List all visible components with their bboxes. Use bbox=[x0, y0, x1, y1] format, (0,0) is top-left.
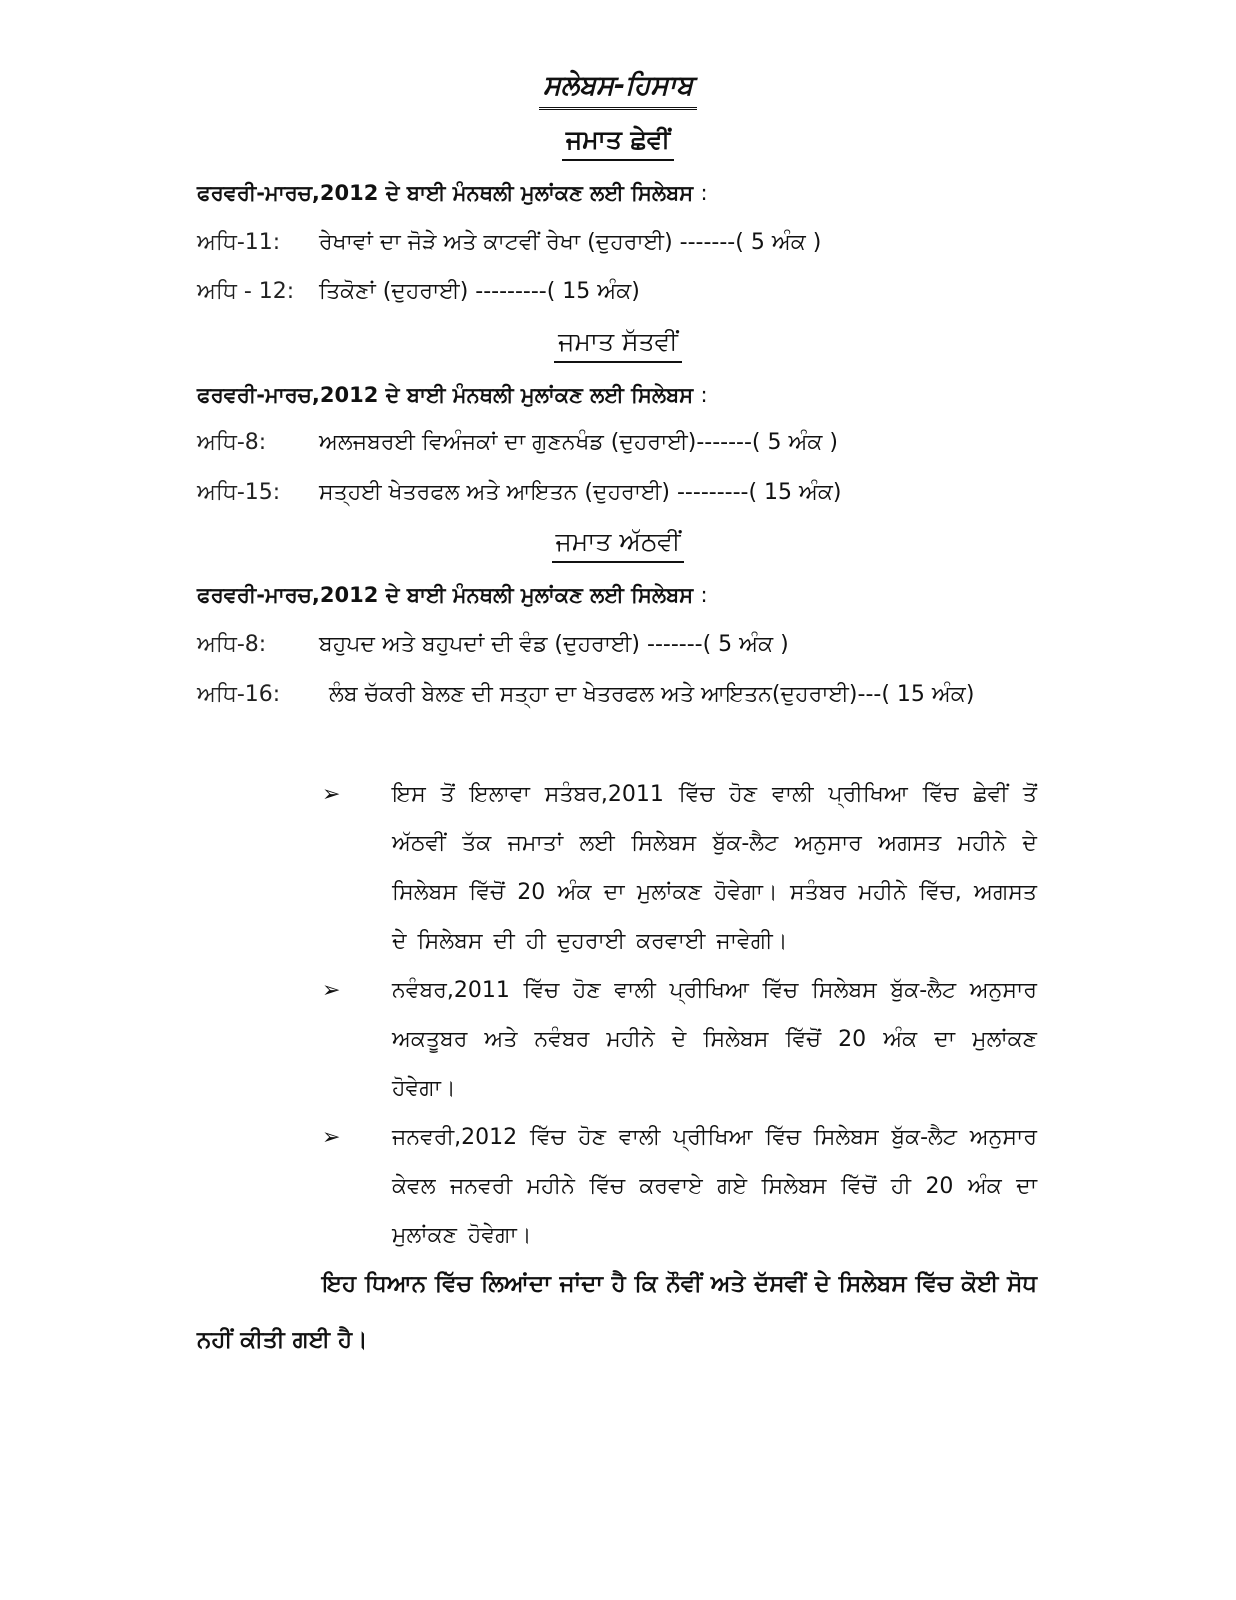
syllabus-item bbox=[197, 277, 1037, 307]
section-heading-class-7: ਜਮਾਤ ਸੱਤਵੀਂ bbox=[0, 327, 1236, 363]
section-intro-class-8: ਫਰਵਰੀ-ਮਾਰਚ,2012 ਦੇ ਬਾਈ ਮੰਨਥਲੀ ਮੁਲਾਂਕਣ ਲਈ ਸਿਲੇਬਸ : bbox=[197, 583, 708, 607]
section-heading-class-8: ਜਮਾਤ ਅੱਠਵੀਂ bbox=[0, 527, 1236, 563]
bullet-text: ਨਵੰਬਰ,2011 ਵਿੱਚ ਹੋਣ ਵਾਲੀ ਪ੍ਰੀਖਿਆ ਵਿੱਚ ਸਿਲੇਬਸ ਬੁੱਕ-ਲੈਟ ਅਨੁਸਾਰ ਅਕਤੂਬਰ ਅਤੇ ਨਵੰਬਰ ਮਹੀਨੇ ਦੇ ਸਿਲੇਬਸ ਵਿੱਚੋਂ 20 ਅੰਕ ਦਾ ਮੁਲਾਂਕਣ ਹੋਵੇਗਾ। bbox=[392, 978, 1037, 1101]
syllabus-item bbox=[197, 428, 1037, 458]
arrow-bullet-icon: ➢ bbox=[322, 978, 341, 1003]
chapter-label: ਅਧਿ-11: bbox=[197, 230, 281, 255]
chapter-text: ਅਲਜਬਰਈ ਵਿਅੰਜਕਾਂ ਦਾ ਗੁਣਨਖੰਡ (ਦੁਹਰਾਈ)-------( 5 ਅੰਕ ) bbox=[319, 430, 838, 455]
closing-note: ਇਹ ਧਿਆਨ ਵਿੱਚ ਲਿਆਂਦਾ ਜਾਂਦਾ ਹੈ ਕਿ ਨੌਵੀਂ ਅਤੇ ਦੱਸਵੀਂ ਦੇ ਸਿਲੇਬਸ ਵਿੱਚ ਕੋਈ ਸੋਧ ਨਹੀਂ ਕੀਤੀ ਗਈ ਹੈ। bbox=[197, 1271, 1037, 1353]
syllabus-item bbox=[197, 478, 1037, 508]
syllabus-item bbox=[197, 630, 1037, 660]
chapter-text: ਸਤ੍ਹਈ ਖੇਤਰਫਲ ਅਤੇ ਆਇਤਨ (ਦੁਹਰਾਈ) ---------( 15 ਅੰਕ) bbox=[319, 480, 842, 505]
section-intro-class-6: ਫਰਵਰੀ-ਮਾਰਚ,2012 ਦੇ ਬਾਈ ਮੰਨਥਲੀ ਮੁਲਾਂਕਣ ਲਈ ਸਿਲੇਬਸ : bbox=[197, 181, 708, 205]
chapter-text: ਰੇਖਾਵਾਂ ਦਾ ਜੋੜੇ ਅਤੇ ਕਾਟਵੀਂ ਰੇਖਾ (ਦੁਹਰਾਈ) -------( 5 ਅੰਕ ) bbox=[319, 230, 822, 255]
chapter-label: ਅਧਿ - 12: bbox=[197, 279, 295, 304]
syllabus-item bbox=[197, 228, 1037, 258]
bullet-text: ਜਨਵਰੀ,2012 ਵਿੱਚ ਹੋਣ ਵਾਲੀ ਪ੍ਰੀਖਿਆ ਵਿੱਚ ਸਿਲੇਬਸ ਬੁੱਕ-ਲੈਟ ਅਨੁਸਾਰ ਕੇਵਲ ਜਨਵਰੀ ਮਹੀਨੇ ਵਿੱਚ ਕਰਵਾਏ ਗਏ ਸਿਲੇਬਸ ਵਿੱਚੋਂ ਹੀ 20 ਅੰਕ ਦਾ ਮੁਲਾਂਕਣ ਹੋਵੇਗਾ। bbox=[392, 1125, 1037, 1248]
chapter-label: ਅਧਿ-15: bbox=[197, 480, 281, 505]
document-title bbox=[0, 70, 1236, 110]
arrow-bullet-icon: ➢ bbox=[322, 782, 341, 807]
chapter-label: ਅਧਿ-16: bbox=[197, 682, 281, 707]
chapter-label: ਅਧਿ-8: bbox=[197, 430, 267, 455]
chapter-text: ਲੰਬ ਚੱਕਰੀ ਬੇਲਣ ਦੀ ਸਤ੍ਹਾ ਦਾ ਖੇਤਰਫਲ ਅਤੇ ਆਇਤਨ(ਦੁਹਰਾਈ)---( 15 ਅੰਕ) bbox=[329, 682, 975, 707]
document-title-text: ਸਲੇਬਸ-ਹਿਸਾਬ bbox=[539, 70, 697, 110]
chapter-label: ਅਧਿ-8: bbox=[197, 632, 267, 657]
section-heading-class-6: ਜਮਾਤ ਛੇਵੀਂ bbox=[0, 125, 1236, 161]
bullet-text: ਇਸ ਤੋਂ ਇਲਾਵਾ ਸਤੰਬਰ,2011 ਵਿੱਚ ਹੋਣ ਵਾਲੀ ਪ੍ਰੀਖਿਆ ਵਿੱਚ ਛੇਵੀਂ ਤੋਂ ਅੱਠਵੀਂ ਤੱਕ ਜਮਾਤਾਂ ਲਈ ਸਿਲੇਬਸ ਬੁੱਕ-ਲੈਟ ਅਨੁਸਾਰ ਅਗਸਤ ਮਹੀਨੇ ਦੇ ਸਿਲੇਬਸ ਵਿੱਚੋਂ 20 ਅੰਕ ਦਾ ਮੁਲਾਂਕਣ ਹੋਵੇਗਾ। ਸਤੰਬਰ ਮਹੀਨੇ ਵਿੱਚ, ਅਗਸਤ ਦੇ ਸਿਲੇਬਸ ਦੀ ਹੀ ਦੁਹਰਾਈ ਕਰਵਾਈ ਜਾਵੇਗੀ। bbox=[392, 782, 1037, 954]
chapter-text: ਬਹੁਪਦ ਅਤੇ ਬਹੁਪਦਾਂ ਦੀ ਵੰਡ (ਦੁਹਰਾਈ) -------( 5 ਅੰਕ ) bbox=[319, 632, 789, 657]
section-intro-class-7: ਫਰਵਰੀ-ਮਾਰਚ,2012 ਦੇ ਬਾਈ ਮੰਨਥਲੀ ਮੁਲਾਂਕਣ ਲਈ ਸਿਲੇਬਸ : bbox=[197, 383, 708, 407]
syllabus-item bbox=[197, 670, 1037, 720]
chapter-text: ਤਿਕੋਣਾਂ (ਦੁਹਰਾਈ) ---------( 15 ਅੰਕ) bbox=[319, 279, 640, 304]
arrow-bullet-icon: ➢ bbox=[322, 1125, 341, 1150]
